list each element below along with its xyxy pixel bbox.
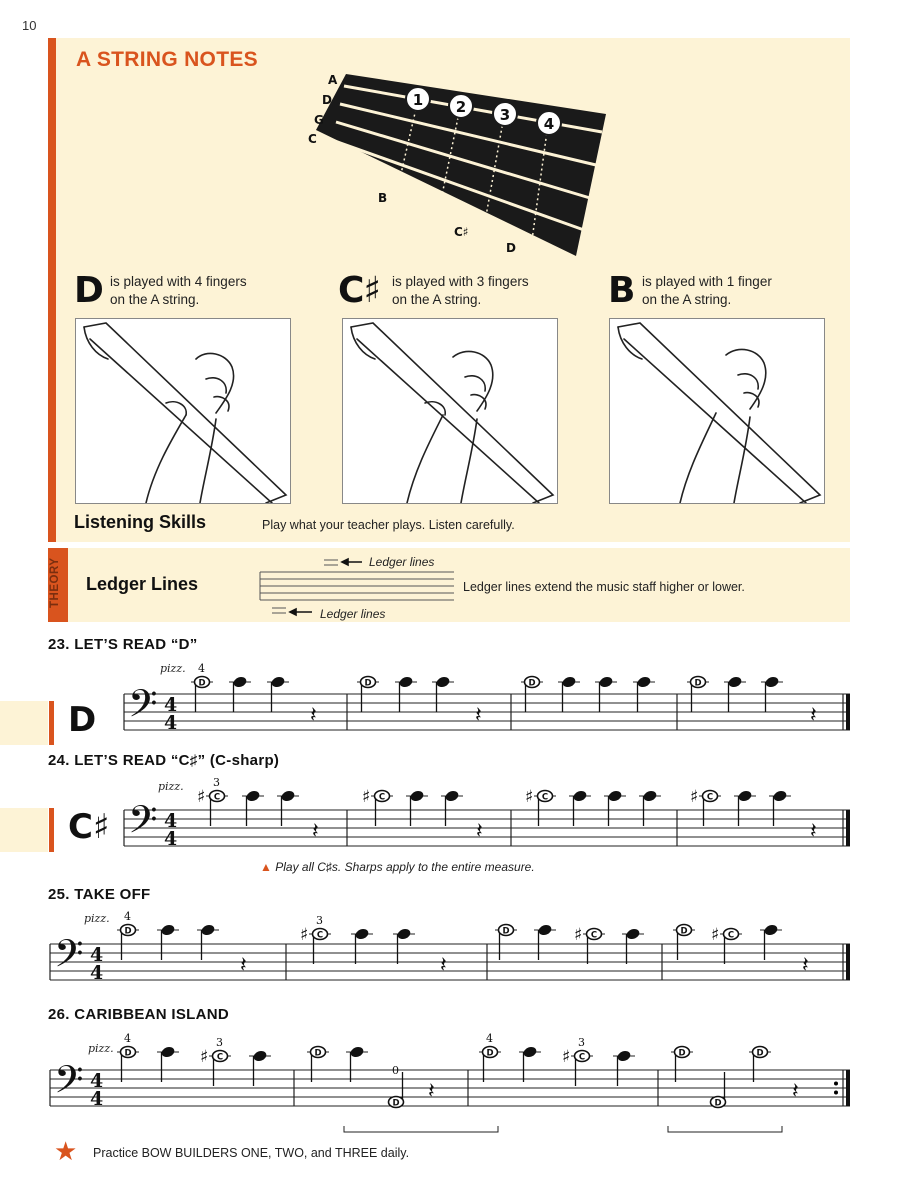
note-head [616,1049,631,1062]
note-c-sharp-description: is played with 3 fingers on the A string. [392,274,529,307]
note-head [522,1045,537,1058]
note-d-block [74,270,103,311]
quarter-rest: 𝄽 [428,1079,435,1104]
note-letter: D [486,1048,494,1059]
note-head [636,675,651,688]
note-head [625,927,640,940]
note-letter: C [541,792,549,803]
ledger-lines-title: Ledger Lines [86,574,199,594]
string-letter-g: G [314,113,324,127]
string-letter-c: C [308,132,317,146]
note-letter: C [378,792,386,803]
quarter-rest: 𝄽 [475,703,482,728]
exercise-24-title: 24. LET’S READ “C♯” (C-sharp) [48,752,280,769]
phrase-bracket [668,1126,782,1132]
panel-title: A STRING NOTES [76,48,258,71]
quarter-rest: 𝄽 [312,819,319,844]
sharp-sign: ♯ [574,925,583,945]
quarter-rest: 𝄽 [810,819,817,844]
note-letter: C [578,1052,586,1063]
quarter-rest: 𝄽 [792,1079,799,1104]
note-letter: C [706,792,714,803]
note-head [727,675,742,688]
triangle-icon: ▲ [260,860,272,874]
sharp-sign: ♯ [562,1047,571,1067]
repeat-dot [834,1082,838,1086]
panel-accent-bar [48,38,56,542]
note-head [354,927,369,940]
pizz-marking: pizz. [158,780,184,793]
note-b-block [608,270,634,311]
finger-number-2: 2 [455,98,467,116]
note-head [398,675,413,688]
note-head [270,675,285,688]
sharp-sign: ♯ [690,787,699,807]
time-signature-top: 4 [90,1070,104,1092]
note-head [598,675,613,688]
phrase-bracket [344,1126,498,1132]
note-letter: D [392,1098,400,1109]
note-head [763,923,778,936]
pizz-marking: pizz. [88,1042,114,1055]
note-c-sharp-block [338,270,380,311]
note-head [409,789,424,802]
note-letter: D [502,926,510,937]
note-head [396,927,411,940]
note-head [561,675,576,688]
note-letter: D [124,1048,132,1059]
note-letter: D [364,678,372,689]
sharp-sign: ♯ [711,925,720,945]
note-letter: D [714,1098,722,1109]
note-b-letter: B [608,270,635,311]
pizz-marking: pizz. [160,662,186,675]
hand-illustration-d [75,318,291,504]
fingering-number: 3 [213,776,220,789]
time-signature-bottom: 4 [164,828,178,850]
note-head [642,789,657,802]
note-letter: D [124,926,132,937]
note-c-sharp-letter: C♯ [338,270,380,311]
quarter-rest: 𝄽 [802,953,809,978]
note-head [764,675,779,688]
note-head [280,789,295,802]
staff-exercise-25 [0,898,900,998]
fingering-number: 3 [216,1036,223,1049]
sharp-sign: ♯ [197,787,206,807]
fingerboard-diagram [300,70,620,265]
ledger-lines-description: Ledger lines extend the music staff higher or lower. [463,580,745,594]
practice-tip: Practice BOW BUILDERS ONE, TWO, and THREE daily. [93,1146,410,1160]
hand-illustration-b [609,318,825,504]
theory-tab-label: THEORY [49,557,61,608]
note-letter: D [314,1048,322,1059]
note-letter: D [198,678,206,689]
finger-number-1: 1 [412,91,424,109]
sharp-sign: ♯ [525,787,534,807]
repeat-dot [834,1091,838,1095]
note-head [349,1045,364,1058]
final-bar-thick [846,694,850,730]
note-letter: D [678,1048,686,1059]
time-signature-top: 4 [90,944,104,966]
time-signature-top: 4 [164,694,178,716]
fingering-number: 3 [578,1036,585,1049]
fingering-number: 4 [198,662,205,675]
note-head [444,789,459,802]
note-letter: C [213,792,221,803]
note-b-description: is played with 1 finger on the A string. [642,274,772,307]
note-letter: D [756,1048,764,1059]
star-icon: ★ [54,1136,78,1166]
staff-exercise-24 [0,766,900,866]
note-head [772,789,787,802]
bass-clef: 𝄢 [54,1057,84,1111]
note-head [737,789,752,802]
note-letter: C [590,930,598,941]
note-head [537,923,552,936]
final-bar-thick [846,944,850,980]
exercise-26-title: 26. CARIBBEAN ISLAND [48,1006,230,1023]
listening-skills-title: Listening Skills [74,512,207,532]
time-signature-bottom: 4 [164,712,178,734]
sharp-sign: ♯ [362,787,371,807]
page-number: 10 [22,18,37,33]
bass-clef: 𝄢 [128,797,158,851]
note-name-d: D [506,241,516,255]
time-signature-bottom: 4 [90,1088,104,1110]
note-d-description: is played with 4 fingers on the A string. [110,274,247,307]
note-head [232,675,247,688]
note-head [435,675,450,688]
note-name-c-sharp: C♯ [454,225,469,239]
quarter-rest: 𝄽 [476,819,483,844]
sharp-sign: ♯ [200,1047,209,1067]
fingering-number: 4 [486,1032,493,1045]
quarter-rest: 𝄽 [810,703,817,728]
finger-number-4: 4 [543,115,555,133]
note-letter: C [316,930,324,941]
time-signature-top: 4 [164,810,178,832]
side-note-d: D [68,700,97,740]
note-letter: D [680,926,688,937]
string-letter-d: D [322,93,332,107]
listening-skills-text: Play what your teacher plays. Listen carefully. [262,518,515,532]
hand-illustration-c-sharp [342,318,558,504]
fingering-number: 3 [316,914,323,927]
note-head [160,923,175,936]
bass-clef: 𝄢 [128,681,158,735]
ledger-label-bottom: Ledger lines [320,607,386,621]
final-bar-thick [846,1070,850,1106]
note-head [245,789,260,802]
note-letter: D [528,678,536,689]
note-head [252,1049,267,1062]
fingering-number: 4 [124,910,131,923]
fingering-number: 0 [392,1064,399,1077]
note-head [200,923,215,936]
time-signature-bottom: 4 [90,962,104,984]
note-letter: C [216,1052,224,1063]
pizz-marking: pizz. [84,912,110,925]
quarter-rest: 𝄽 [240,953,247,978]
quarter-rest: 𝄽 [440,953,447,978]
note-d-letter: D [74,270,103,311]
note-head [160,1045,175,1058]
note-head [607,789,622,802]
note-letter: D [694,678,702,689]
sharp-rule-note: ▲ Play all C♯s. Sharps apply to the entire measure. [260,860,535,874]
string-letter-a: A [328,73,338,87]
exercise-25-title: 25. TAKE OFF [48,886,151,903]
fingering-number: 4 [124,1032,131,1045]
note-head [572,789,587,802]
final-bar-thick [846,810,850,846]
staff-exercise-23 [0,650,900,750]
quarter-rest: 𝄽 [310,703,317,728]
sharp-sign: ♯ [300,925,309,945]
bass-clef: 𝄢 [54,931,84,985]
staff-exercise-26 [0,1018,900,1138]
side-note-c-sharp: C♯ [68,807,110,847]
exercise-23-title: 23. LET’S READ “D” [48,636,198,653]
finger-number-3: 3 [499,106,511,124]
ledger-label-top: Ledger lines [369,555,435,569]
note-letter: C [727,930,735,941]
note-name-b: B [378,191,388,205]
